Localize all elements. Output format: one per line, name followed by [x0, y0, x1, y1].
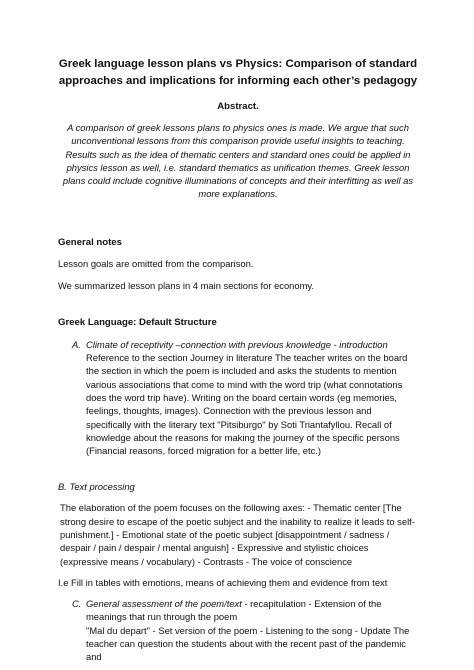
abstract-heading: Abstract.: [217, 101, 259, 112]
list-item-a: [58, 338, 418, 458]
general-notes-line-2: We summarized lesson plans in 4 main sections for economy.: [58, 279, 315, 291]
text-processing-heading: B. Text processing: [58, 481, 135, 493]
list-item-a-letter: A.: [72, 338, 81, 350]
list-item-a-title: Climate of receptivity –connection with previous knowledge - introduction: [86, 338, 388, 350]
general-notes-heading: General notes: [58, 236, 122, 248]
list-item-c-body-2: "Mal du depart" - Set version of the poem - Listening to the song - Update The teacher can question the students about with the recent past of the pandemic and: [86, 624, 410, 663]
greek-language-heading: Greek Language: Default Structure: [58, 316, 217, 328]
list-item-c-letter: C.: [72, 597, 82, 609]
general-notes-line-1: Lesson goals are omitted from the comparison.: [58, 257, 254, 269]
list-item-c: [58, 597, 418, 663]
list-item-c-text: [86, 597, 418, 624]
text-processing-body: The elaboration of the poem focuses on the following axes: - Thematic center [The strong desire to escape of the poetic subject and the inability to realize it leads to self-punishment.] - Emotional state of the poetic subject [disappointment / sadness / despair / pain / despair / mental anguish] - Expressive and stylistic choices (expressive means / vocabulary) - Contrasts - The voice of conscience: [60, 502, 415, 567]
document-title: Greek language lesson plans vs Physics: Comparison of standard approaches and implications for informing each other’s pedagogy: [58, 58, 418, 87]
abstract-text: A comparison of greek lessons plans to physics ones is made. We argue that such unconventional lessons from this comparison provide useful insights to teaching. Results such as the idea of thematic centers and standard ones could be applied in physics lesson as well, i.e. standard thematics as unification themes. Greek lesson plans could include cognitive illuminations of concepts and their interfitting as well as more explanations.: [62, 122, 414, 200]
ie-instruction: I.e Fill in tables with emotions, means of achieving them and evidence from text: [58, 576, 388, 588]
list-item-c-title: General assessment of the poem/text: [86, 597, 242, 609]
list-item-c-body: - recapitulation - Extension of the meanings that run through the poem: [86, 597, 382, 623]
list-item-a-body: Reference to the section Journey in literature The teacher writes on the board the section in which the poem is included and asks the students to mention various associations that come to mind with the word trip (what connotations does the word trip have). Writing on the board certain words (eg memories, feelings, thoughts, images). Connection with the previous lesson and specifically with the literary text "Pitsiburgo" by Soti Triantafyllou. Recall of knowledge about the reasons for making the journey of the specific persons (Financial reasons, forced migration for a better life, etc.): [86, 352, 408, 457]
